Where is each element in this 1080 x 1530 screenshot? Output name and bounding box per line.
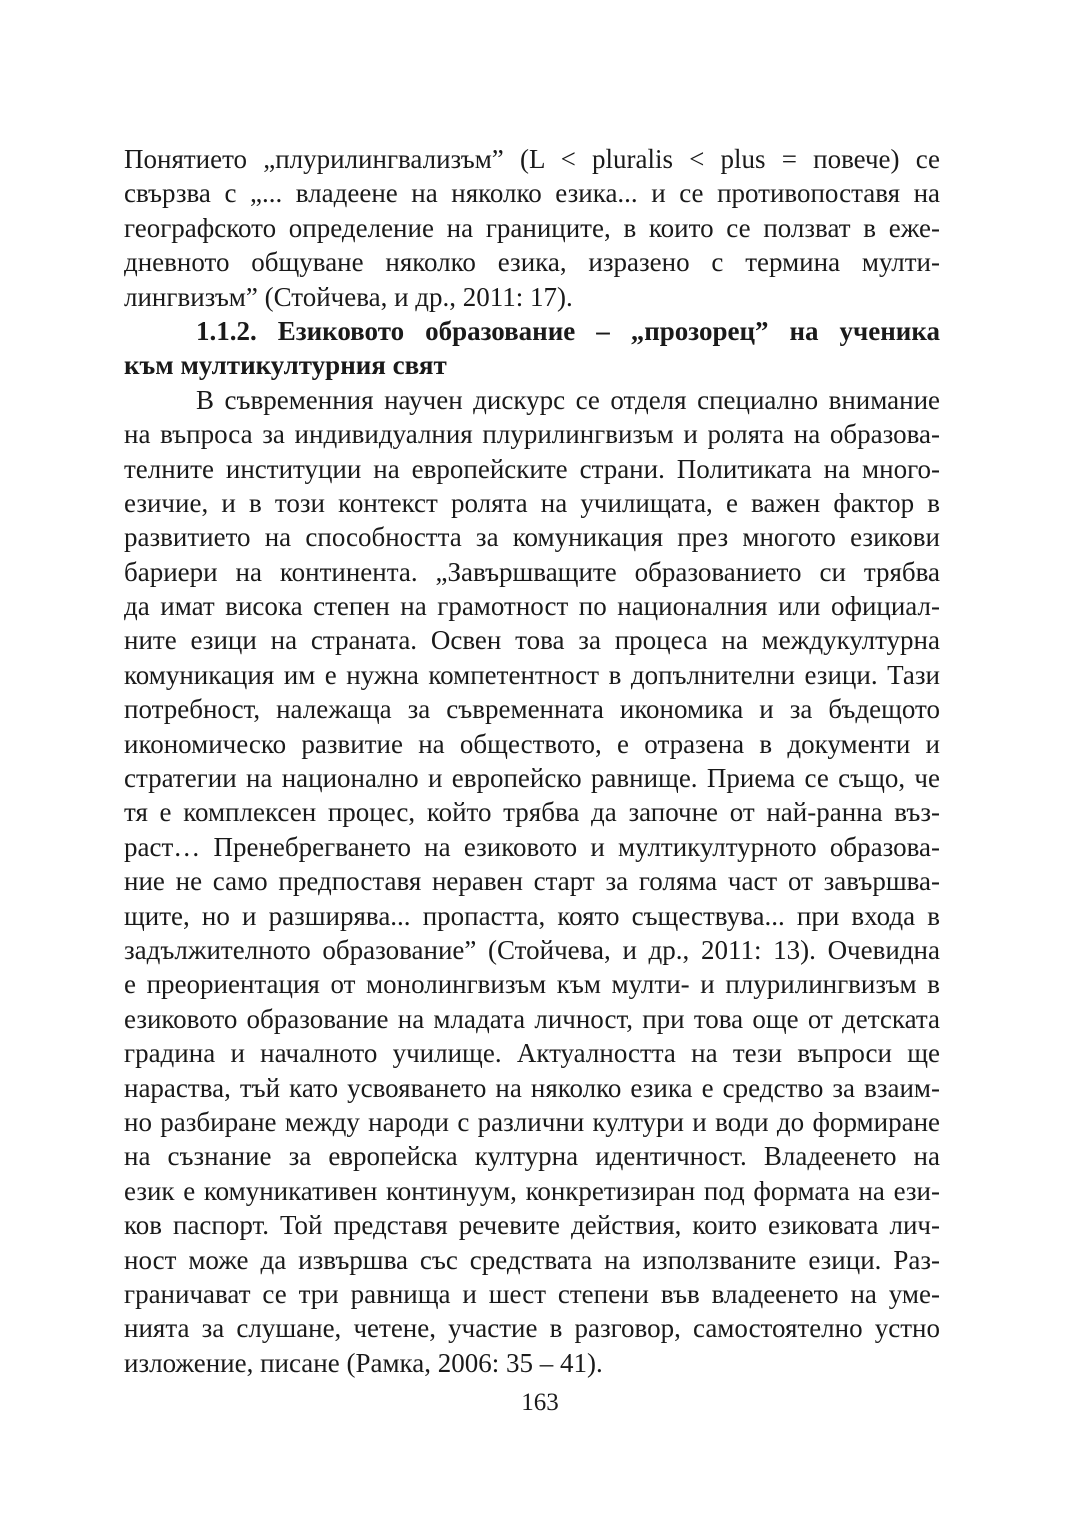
text-line: езичие, и в този контекст ролята на училищата, е важен фактор в	[124, 487, 940, 518]
text-line: дневното общуване няколко езика, изразено с термина мулти-	[124, 247, 940, 278]
text-line: стратегии на национално и европейско равнище. Приема се също, че	[124, 763, 940, 794]
text-line: нараства, тъй като усвояването на няколко езика е средство за взаим-	[124, 1072, 940, 1103]
text-line: граничават се три равнища и шест степени във владеенето на уме-	[124, 1278, 940, 1309]
text-line: да имат висока степен на грамотност по националния или официал-	[124, 591, 940, 622]
text-line: В съвременния научен дискурс се отделя специално внимание	[196, 384, 940, 415]
text-line: ков паспорт. Той представя речевите действия, които езиковата лич-	[124, 1210, 940, 1241]
text-line: ние не само предпоставя неравен старт за голяма част от завършва-	[124, 866, 940, 897]
page-number: 163	[521, 1389, 559, 1416]
text-line: градина и началното училище. Актуалността на тези въпроси ще	[124, 1038, 940, 1069]
text-line: потребност, належаща за съвременната икономика и за бъдещото	[124, 694, 940, 725]
text-line: на съзнание за европейска културна идентичност. Владеенето на	[124, 1141, 940, 1172]
text-line: раст… Пренебрегването на езиковото и мултикултурното образова-	[124, 831, 940, 862]
text-line: лингвизъм” (Стойчева, и др., 2011: 17).	[124, 281, 573, 312]
text-line: езиковото образование на младата личност, при това още от детската	[124, 1003, 940, 1034]
paragraph-plurilingualism-definition	[124, 142, 940, 314]
text-line: изложение, писане (Рамка, 2006: 35 – 41).	[124, 1347, 603, 1378]
text-line: ност може да извършва със средствата на използваните езици. Раз-	[124, 1244, 940, 1275]
text-line: език е комуникативен континуум, конкретизиран под формата на ези-	[124, 1175, 940, 1206]
text-line: телните институции на европейските страни. Политиката на много-	[124, 453, 940, 484]
text-line: развитието на способността за комуникация през многото езикови	[124, 522, 940, 553]
text-line: комуникация им е нужна компетентност в допълнителни езици. Тази	[124, 659, 940, 690]
text-line: но разбиране между народи с различни култури и води до формиране	[124, 1106, 940, 1137]
text-line: щите, но и разширява... пропастта, която съществува... при входа в	[124, 900, 940, 931]
text-line: свързва с „... владеене на няколко езика... и се противопоставя на	[124, 178, 940, 209]
paragraph-language-education	[124, 383, 940, 1380]
section-heading-line: към мултикултурния свят	[124, 350, 447, 381]
section-heading	[124, 314, 940, 383]
text-line: на въпроса за индивидуалния плурилингвизъм и ролята на образова-	[124, 419, 940, 450]
text-line: географското определение на границите, в които се ползват в еже-	[124, 212, 940, 243]
text-line: тя е комплексен процес, който трябва да започне от най-ранна въз-	[124, 797, 940, 828]
text-line: Понятието „плурилингвализъм” (L < pluralis < plus = повече) се	[124, 144, 940, 174]
text-line: ните езици на страната. Освен това за процеса на междукултурна	[124, 625, 940, 656]
section-heading-line: 1.1.2. Езиковото образование – „прозорец” на ученика	[196, 315, 940, 346]
page-body	[124, 142, 940, 1380]
text-line: задължителното образование” (Стойчева, и др., 2011: 13). Очевидна	[124, 934, 940, 965]
text-line: икономическо развитие на обществото, е отразена в документи и	[124, 728, 940, 759]
text-line: бариери на континента. „Завършващите образованието си трябва	[124, 556, 940, 587]
text-line: е преориентация от монолингвизъм към мулти- и плурилингвизъм в	[124, 969, 940, 1000]
text-line: нията за слушане, четене, участие в разговор, самостоятелно устно	[124, 1313, 940, 1344]
